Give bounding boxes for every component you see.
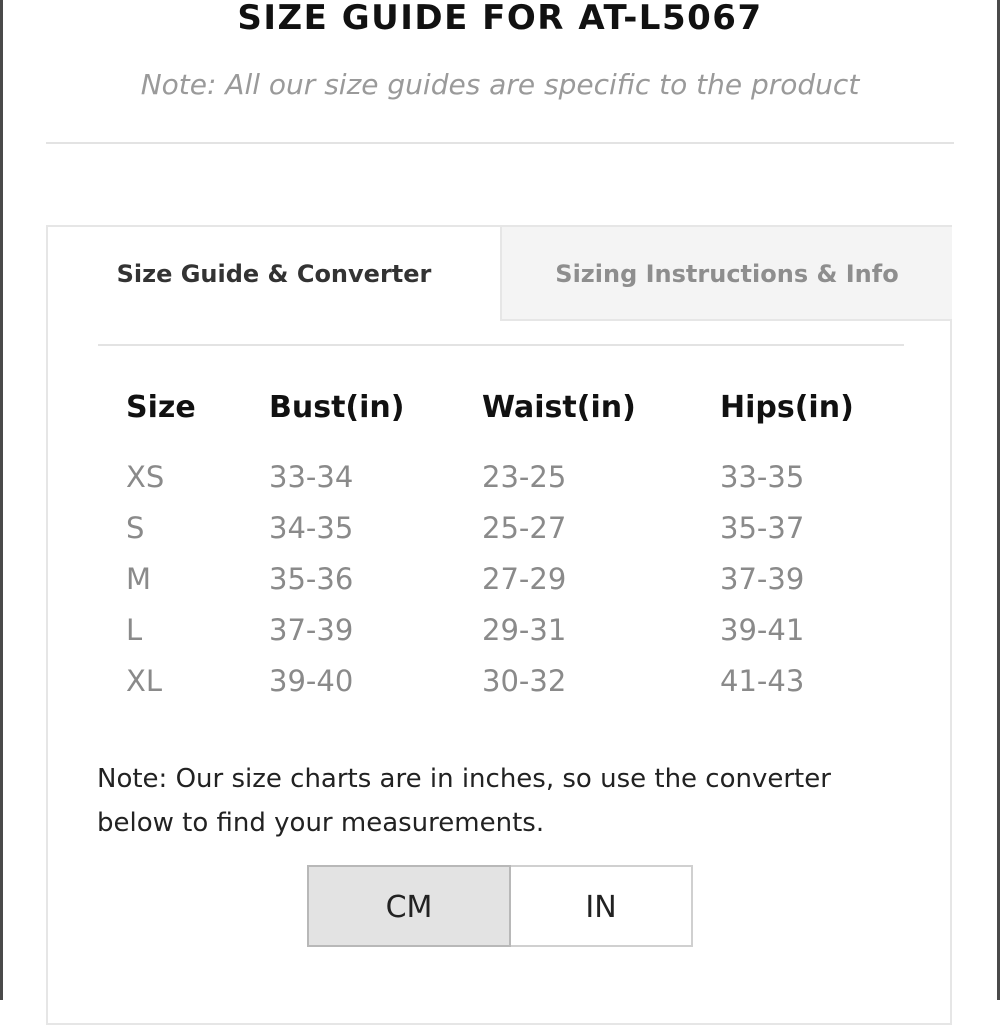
- tab-sizing-instructions-info[interactable]: Sizing Instructions & Info: [500, 227, 952, 321]
- column-header-waist: Waist(in): [482, 390, 636, 425]
- header-divider: [46, 142, 954, 144]
- window-border-left: [0, 0, 3, 1000]
- tab-content-divider: [98, 344, 904, 346]
- table-cell-waist: 30-32: [482, 664, 567, 698]
- page-title: SIZE GUIDE FOR AT-L5067: [237, 0, 763, 38]
- converter-note: Note: Our size charts are in inches, so use the converter below to find your measurements.: [97, 764, 831, 838]
- table-cell-size: XS: [126, 460, 165, 494]
- table-cell-hips: 35-37: [720, 511, 805, 545]
- table-cell-waist: 25-27: [482, 511, 567, 545]
- table-cell-waist: 29-31: [482, 613, 567, 647]
- table-cell-waist: 23-25: [482, 460, 567, 494]
- unit-toggle-cm-button[interactable]: CM: [307, 865, 511, 947]
- table-cell-size: S: [126, 511, 145, 545]
- table-cell-bust: 37-39: [269, 613, 354, 647]
- size-guide-panel: [46, 225, 952, 1025]
- table-cell-hips: 39-41: [720, 613, 805, 647]
- table-cell-bust: 39-40: [269, 664, 354, 698]
- column-header-bust: Bust(in): [269, 390, 405, 425]
- table-cell-bust: 35-36: [269, 562, 354, 596]
- table-cell-hips: 37-39: [720, 562, 805, 596]
- table-cell-hips: 33-35: [720, 460, 805, 494]
- table-cell-size: M: [126, 562, 152, 596]
- table-cell-bust: 34-35: [269, 511, 354, 545]
- table-cell-waist: 27-29: [482, 562, 567, 596]
- unit-toggle-in-button[interactable]: IN: [511, 865, 693, 947]
- column-header-hips: Hips(in): [720, 390, 854, 425]
- table-cell-size: XL: [126, 664, 163, 698]
- tab-size-guide-converter[interactable]: Size Guide & Converter: [48, 227, 500, 321]
- table-cell-bust: 33-34: [269, 460, 354, 494]
- page-subtitle: Note: All our size guides are specific to the product: [140, 68, 860, 101]
- table-cell-hips: 41-43: [720, 664, 805, 698]
- table-cell-size: L: [126, 613, 143, 647]
- column-header-size: Size: [126, 390, 196, 425]
